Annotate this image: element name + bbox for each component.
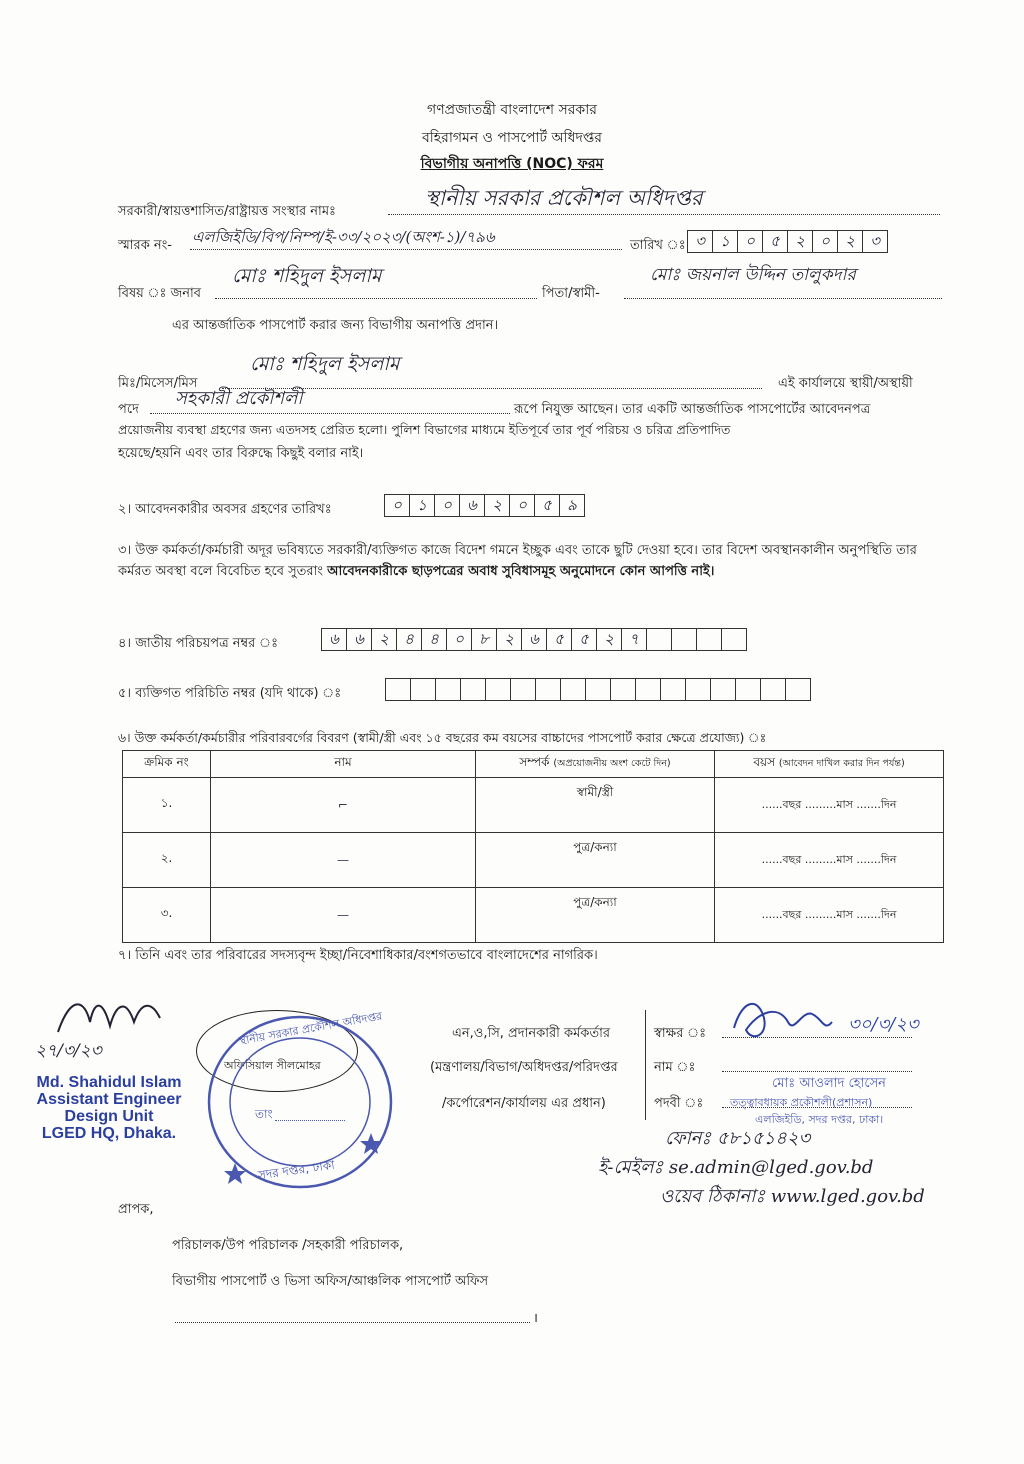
row-age: ......বছর .........মাস .......দিন	[715, 833, 944, 888]
row-serial: ২.	[123, 833, 211, 888]
status-text: এই কার্যালয়ে স্থায়ী/অস্থায়ী	[778, 376, 913, 391]
pin-digit-box	[685, 678, 711, 701]
stamp-officer-title: Assistant Engineer	[36, 1091, 182, 1108]
stamp-officer-office: LGED HQ, Dhaka.	[41, 1125, 177, 1142]
authority-line2: (মন্ত্রণালয়/বিভাগ/অধিদপ্তর/পরিদপ্তর	[430, 1060, 618, 1075]
recipient-line3-dots	[175, 1322, 530, 1323]
seal-bottom-text: সদর দপ্তর, ঢাকা	[257, 1157, 336, 1183]
item3-paragraph	[118, 540, 948, 582]
honorific-label: মিঃ/মিসেস/মিস	[118, 376, 198, 391]
header-govt: গণপ্রজাতন্ত্রী বাংলাদেশ সরকার	[427, 102, 597, 118]
retirement-digit: ০	[434, 494, 460, 517]
nid-digit: ৭	[621, 628, 647, 651]
name-line	[722, 1071, 912, 1072]
nid-digit	[696, 628, 722, 651]
nid-digit	[721, 628, 747, 651]
pin-digit-box	[510, 678, 536, 701]
retirement-digit: ৯	[559, 494, 585, 517]
table-row	[123, 778, 944, 833]
seal-date-label: তাং	[255, 1107, 273, 1121]
recipient-line1: পরিচালক/উপ পরিচালক /সহকারী পরিচালক,	[172, 1238, 404, 1253]
signatory-email: ই-মেইলঃ se.admin@lged.gov.bd	[598, 1157, 874, 1178]
signatory-web: ওয়েব ঠিকানাঃ www.lged.gov.bd	[660, 1186, 925, 1207]
col-relation-label: সম্পর্ক	[519, 755, 550, 769]
citizenship-text: ৭। তিনি এবং তার পরিবারের সদস্যবৃন্দ ইচ্ছা/নিবেশাধিকার/বংশগতভাবে বাংলাদেশের নাগরিক।	[118, 948, 598, 963]
row-relation: স্বামী/স্ত্রী	[476, 778, 715, 833]
retirement-digit: ০	[509, 494, 535, 517]
seal-date-line	[275, 1120, 345, 1121]
recipient-line2: বিভাগীয় পাসপোর্ট ও ভিসা অফিস/আঞ্চলিক পাসপোর্ট অফিস	[172, 1274, 489, 1289]
pin-label: ৫। ব্যক্তিগত পরিচিতি নম্বর (যদি থাকে) ঃ	[118, 686, 342, 701]
authority-divider	[645, 1010, 646, 1120]
nid-digit: ২	[371, 628, 397, 651]
post-label: পদে	[118, 402, 139, 417]
pin-digit-box	[735, 678, 761, 701]
nid-digit: ৬	[321, 628, 347, 651]
row-relation: পুত্র/কন্যা	[476, 888, 715, 943]
pin-digit-box	[485, 678, 511, 701]
post-value: সহকারী প্রকৌশলী	[175, 388, 303, 409]
nid-digit: ৬	[521, 628, 547, 651]
retirement-digit: ২	[484, 494, 510, 517]
nid-digit	[646, 628, 672, 651]
pin-digit-box	[585, 678, 611, 701]
applicant-line	[222, 388, 762, 389]
stamp-signatory-office: এলজিইডি, সদর দপ্তর, ঢাকা।	[755, 1113, 884, 1126]
pin-digit-box	[385, 678, 411, 701]
form-title: বিভাগীয় অনাপত্তি (NOC) ফরম	[420, 156, 604, 172]
father-line	[624, 298, 942, 299]
pin-digit-box	[635, 678, 661, 701]
memo-label: স্মারক নং-	[118, 238, 172, 253]
nid-digit: ৬	[346, 628, 372, 651]
pin-digit-box	[760, 678, 786, 701]
org-value: স্থানীয় সরকার প্রকৌশল অধিদপ্তর	[425, 186, 703, 210]
header-department: বহিরাগমন ও পাসপোর্ট অধিদপ্তর	[421, 130, 603, 146]
applicant-name: মোঃ শহিদুল ইসলাম	[250, 353, 400, 375]
name-label: নাম ঃ	[654, 1060, 696, 1075]
seal-label: অফিসিয়াল সীলমোহর	[224, 1059, 321, 1072]
col-age-label: বয়স	[753, 755, 776, 769]
pin-digit-box	[785, 678, 811, 701]
memo-date-digit: ২	[837, 230, 863, 253]
recipient-line3-end: ।	[533, 1311, 538, 1326]
memo-value: এলজিইডি/বিপ/নিম্প/ই-৩৩/২০২৩/(অংশ-১)/৭৯৬	[192, 228, 495, 246]
table-row	[123, 833, 944, 888]
body-line4: হয়েছে/হয়নি এবং তার বিরুদ্ধে কিছুই বলার নাই।	[118, 446, 364, 461]
right-sign-date: ৩০/৩/২৩	[848, 1014, 919, 1035]
sign-label: স্বাক্ষর ঃ	[654, 1026, 707, 1041]
row-relation: পুত্র/কন্যা	[476, 833, 715, 888]
row-age: ......বছর .........মাস .......দিন	[715, 888, 944, 943]
stamp-officer-unit: Design Unit	[64, 1108, 154, 1125]
item3-bold-text: আবেদনকারীকে ছাড়পত্রের অবাধ সুবিধাসমূহ অনুমোদনে কোন আপত্তি নাই।	[327, 564, 715, 579]
memo-date-digit: ৫	[762, 230, 788, 253]
subject-label: বিষয় ঃ জনাব	[118, 286, 202, 301]
row-age: ......বছর .........মাস .......দিন	[715, 778, 944, 833]
nid-digit: ২	[596, 628, 622, 651]
nid-digit	[671, 628, 697, 651]
seal-ring-text: স্থানীয় সরকার প্রকৌশল অধিদপ্তর	[237, 1009, 384, 1048]
father-name: মোঃ জয়নাল উদ্দিন তালুকদার	[650, 265, 856, 285]
memo-date-label: তারিখ ঃ	[630, 238, 686, 253]
nid-digit: ৪	[421, 628, 447, 651]
row-serial: ৩.	[123, 888, 211, 943]
row-serial: ১.	[123, 778, 211, 833]
org-label: সরকারী/স্বায়ত্তশাসিত/রাষ্ট্রায়ত্ত সংস্থার নামঃ	[118, 204, 336, 219]
subject-name: মোঃ শহিদুল ইসলাম	[232, 265, 382, 287]
pin-digit-box	[710, 678, 736, 701]
memo-date-digit: ০	[812, 230, 838, 253]
designation-label: পদবী ঃ	[654, 1096, 704, 1111]
memo-date-digit: ৩	[687, 230, 713, 253]
col-name: নাম	[211, 751, 476, 778]
retirement-digit: ৫	[534, 494, 560, 517]
body-line3: প্রয়োজনীয় ব্যবস্থা গ্রহণের জন্য এতদসহ প্রেরিত হলো। পুলিশ বিভাগের মাধ্যমে ইতিপূর্বে তার পূর্ব পরিচয় ও চরিত্র প্রতিপাদিত	[118, 422, 731, 437]
col-relation	[476, 751, 715, 778]
pin-digit-box	[535, 678, 561, 701]
col-age-note: (আবেদন দাখিল করার দিন পর্যন্ত)	[778, 758, 905, 769]
officer-name-stamp	[14, 1074, 204, 1142]
nid-digit: ৮	[471, 628, 497, 651]
pin-digit-box	[435, 678, 461, 701]
stamp-signatory-name: মোঃ আওলাদ হোসেন	[772, 1076, 886, 1091]
subject-line2: এর আন্তর্জাতিক পাসপোর্ট করার জন্য বিভাগীয় অনাপত্তি প্রদান।	[172, 318, 499, 333]
row-name-dash: ⌐	[211, 778, 476, 833]
nid-boxes	[322, 628, 747, 651]
retirement-label: ২। আবেদনকারীর অবসর গ্রহণের তারিখঃ	[118, 502, 332, 517]
pin-digit-box	[460, 678, 486, 701]
pin-digit-box	[660, 678, 686, 701]
pin-digit-box	[560, 678, 586, 701]
memo-date-digit: ০	[737, 230, 763, 253]
father-label: পিতা/স্বামী-	[542, 286, 600, 301]
nid-digit: ৫	[571, 628, 597, 651]
nid-digit: ০	[446, 628, 472, 651]
left-sign-date: ২৭/৩/২৩	[35, 1041, 102, 1061]
col-age	[715, 751, 944, 778]
nid-digit: ৪	[396, 628, 422, 651]
table-row	[123, 888, 944, 943]
family-table	[122, 750, 944, 943]
stamp-signatory-designation: তত্ত্বাবধায়ক প্রকৌশলী(প্রশাসন)	[730, 1096, 873, 1109]
memo-date-digit: ৩	[862, 230, 888, 253]
memo-date-boxes	[688, 230, 888, 253]
family-label: ৬। উক্ত কর্মকর্তা/কর্মচারীর পরিবারবর্গের বিবরণ (স্বামী/স্ত্রী এবং ১৫ বছরের কম বয়সের বাচ্চাদের পাসপোর্ট করার ক্ষেত্রে প্রযোজ্য) ঃ	[118, 730, 767, 745]
memo-date-digit: ২	[787, 230, 813, 253]
right-signature-scribble	[728, 992, 838, 1052]
stamp-officer-name: Md. Shahidul Islam	[36, 1074, 182, 1091]
pin-boxes	[386, 678, 811, 701]
retirement-date-boxes	[385, 494, 585, 517]
col-serial: ক্রমিক নং	[123, 751, 211, 778]
nid-label: ৪। জাতীয় পরিচয়পত্র নম্বর ঃ	[118, 636, 279, 651]
retirement-digit: ৬	[459, 494, 485, 517]
col-relation-note: (অপ্রয়োজনীয় অংশ কেটে দিন)	[553, 758, 671, 769]
subject-name-line	[215, 298, 537, 299]
row-name-dash: —	[211, 888, 476, 943]
retirement-digit: ১	[409, 494, 435, 517]
signatory-phone: ফোনঃ ৫৮১৫১৪২৩	[665, 1128, 811, 1149]
row-name-dash: —	[211, 833, 476, 888]
pin-digit-box	[610, 678, 636, 701]
recipient-to: প্রাপক,	[118, 1202, 154, 1217]
left-signature-scribble	[50, 992, 170, 1040]
retirement-digit: ০	[384, 494, 410, 517]
item3-text: ৩। উক্ত কর্মকর্তা/কর্মচারী অদূর ভবিষ্যতে সরকারী/ব্যক্তিগত কাজে বিদেশ গমনে ইচ্ছুক এবং তাকে ছুটি দেওয়া হবে। তার বিদেশ অবস্থানকালীন অনুপস্থিতি তার কর্মরত অবস্থা বলে বিবেচিত হবে সুতরাং	[118, 543, 917, 579]
post-suffix: রূপে নিযুক্ত আছেন। তার একটি আন্তর্জাতিক পাসপোর্টের আবেদনপত্র	[514, 402, 871, 417]
pin-digit-box	[410, 678, 436, 701]
authority-line1: এন,ও,সি, প্রদানকারী কর্মকর্তার	[452, 1026, 611, 1041]
nid-digit: ৫	[546, 628, 572, 651]
authority-line3: /কর্পোরেশন/কার্যালয় এর প্রধান)	[442, 1096, 606, 1111]
memo-date-digit: ১	[712, 230, 738, 253]
nid-digit: ২	[496, 628, 522, 651]
